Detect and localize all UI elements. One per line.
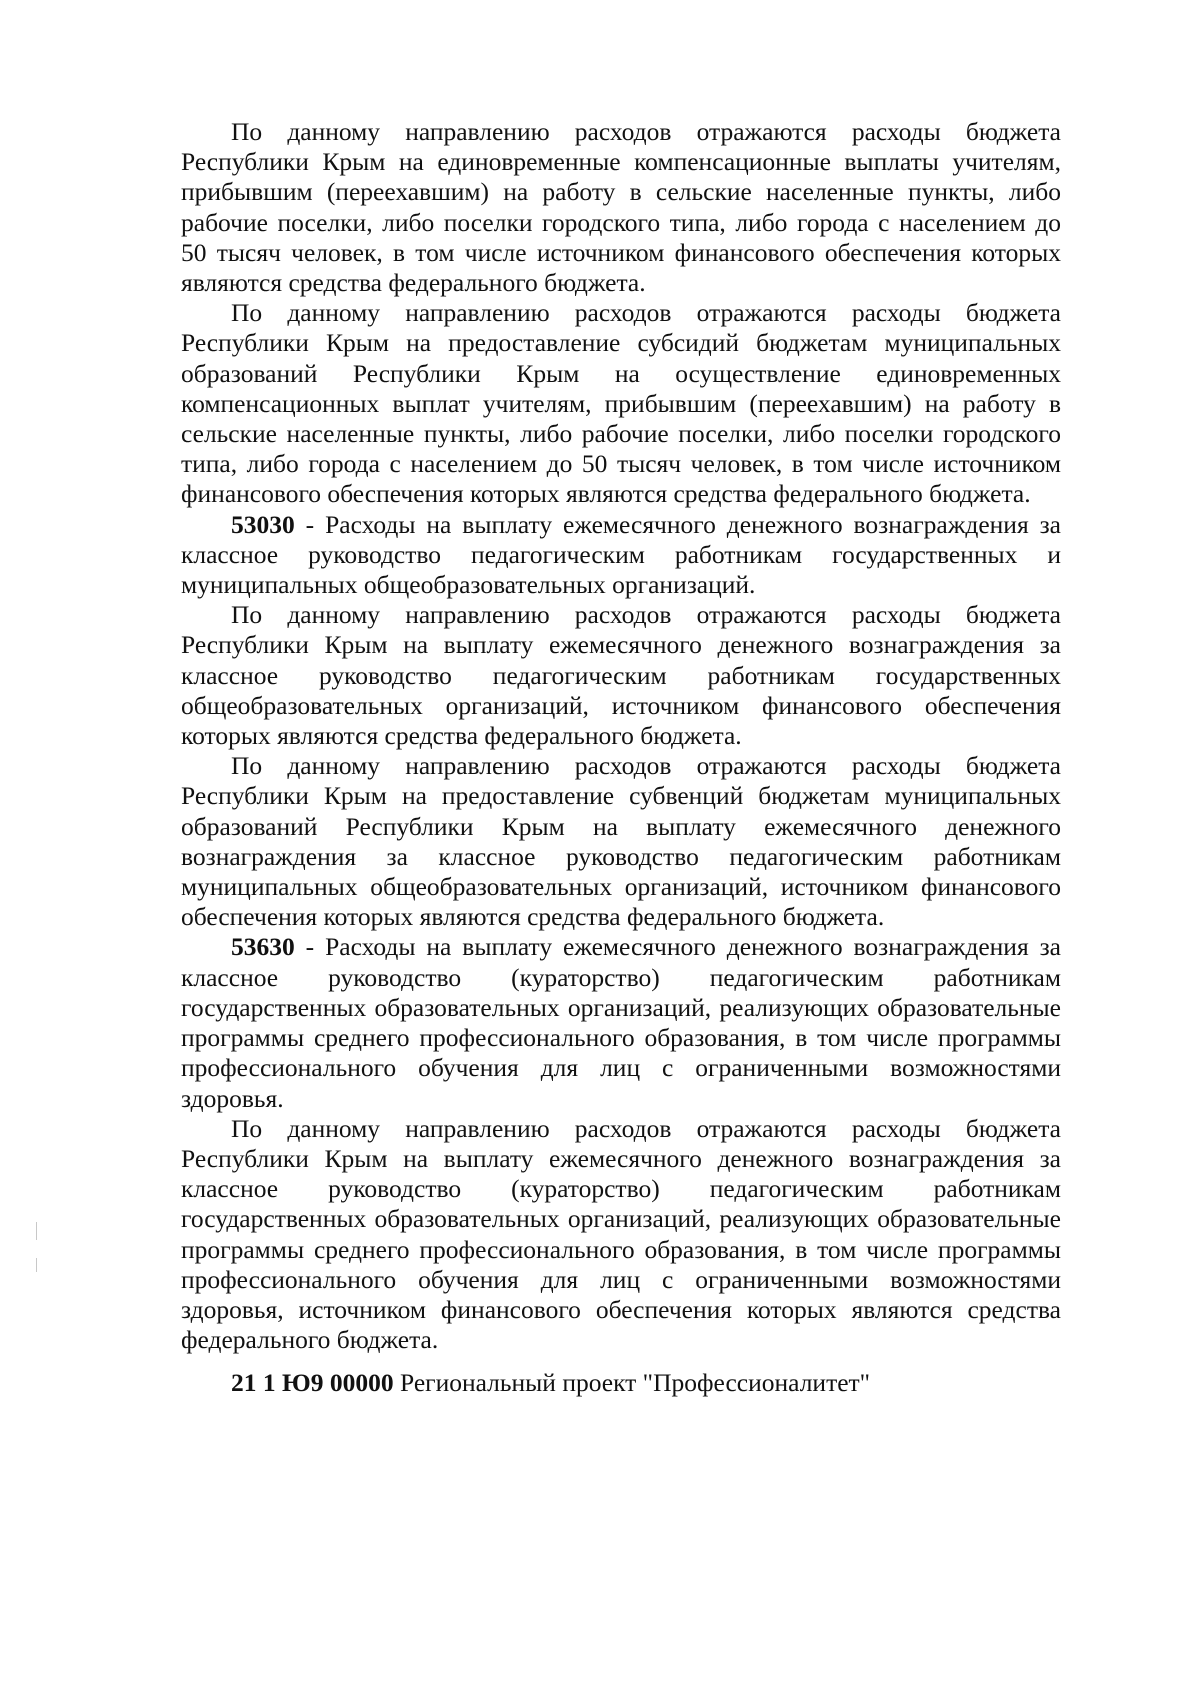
paragraph-text: - Расходы на выплату ежемесячного денежного вознаграждения за классное руководство (кураторство) педагогическим работникам государственных образовательных организаций, реализующих образовательные программы среднего профессионального образования, в том числе программы профессионального обучения для лиц с ограниченными возможностями здоровья. [181,932,1061,1113]
scan-artifact-line [36,1222,37,1240]
paragraph-6 [181,932,1061,1113]
section-code: 21 1 Ю9 00000 [231,1368,394,1398]
paragraph-text: - Расходы на выплату ежемесячного денежного вознаграждения за классное руководство педагогическим работникам государственных и муниципальных общеобразовательных организаций. [181,509,1061,600]
paragraph-text: По данному направлению расходов отражаются расходы бюджета Республики Крым на предоставление субвенций бюджетам муниципальных образований Республики Крым на выплату ежемесячного денежного вознаграждения за классное руководство педагогическим работникам муниципальных общеобразовательных организаций, источником финансового обеспечения которых являются средства федерального бюджета. [181,751,1061,932]
paragraph-text: По данному направлению расходов отражаются расходы бюджета Республики Крым на выплату ежемесячного денежного вознаграждения за классное руководство педагогическим работникам государственных общеобразовательных организаций, источником финансового обеспечения которых являются средства федерального бюджета. [181,600,1061,751]
paragraph-5 [181,751,1061,932]
paragraph-text: По данному направлению расходов отражаются расходы бюджета Республики Крым на выплату ежемесячного денежного вознаграждения за классное руководство (кураторство) педагогическим работникам государственных образовательных организаций, реализующих образовательные программы среднего профессионального образования, в том числе программы профессионального обучения для лиц с ограниченными возможностями здоровья, источником финансового обеспечения которых являются средства федерального бюджета. [181,1113,1061,1355]
section-title: Региональный проект "Профессионалитет" [393,1368,871,1398]
expense-code-53030: 53030 [231,509,295,539]
paragraph-text: По данному направлению расходов отражаются расходы бюджета Республики Крым на предоставление субсидий бюджетам муниципальных образований Республики Крым на осуществление единовременных компенсационных выплат учителям, прибывшим (переехавшим) на работу в сельские населенные пункты, либо рабочие поселки, либо поселки городского типа, либо города с населением до 50 тысяч человек, в том числе источником финансового обеспечения которых являются средства федерального бюджета. [181,298,1061,509]
expense-code-53630: 53630 [231,932,295,962]
paragraph-3 [181,510,1061,601]
section-heading [181,1368,1061,1398]
paragraph-2 [181,298,1061,509]
scan-artifact-line [36,1258,37,1272]
paragraph-4 [181,600,1061,751]
paragraph-7 [181,1114,1061,1356]
paragraph-1 [181,117,1061,298]
paragraph-text: По данному направлению расходов отражаются расходы бюджета Республики Крым на единовременные компенсационные выплаты учителям, прибывшим (переехавшим) на работу в сельские населенные пункты, либо рабочие поселки, либо поселки городского типа, либо города с населением до 50 тысяч человек, в том числе источником финансового обеспечения которых являются средства федерального бюджета. [181,117,1061,298]
document-page [181,117,1061,1399]
